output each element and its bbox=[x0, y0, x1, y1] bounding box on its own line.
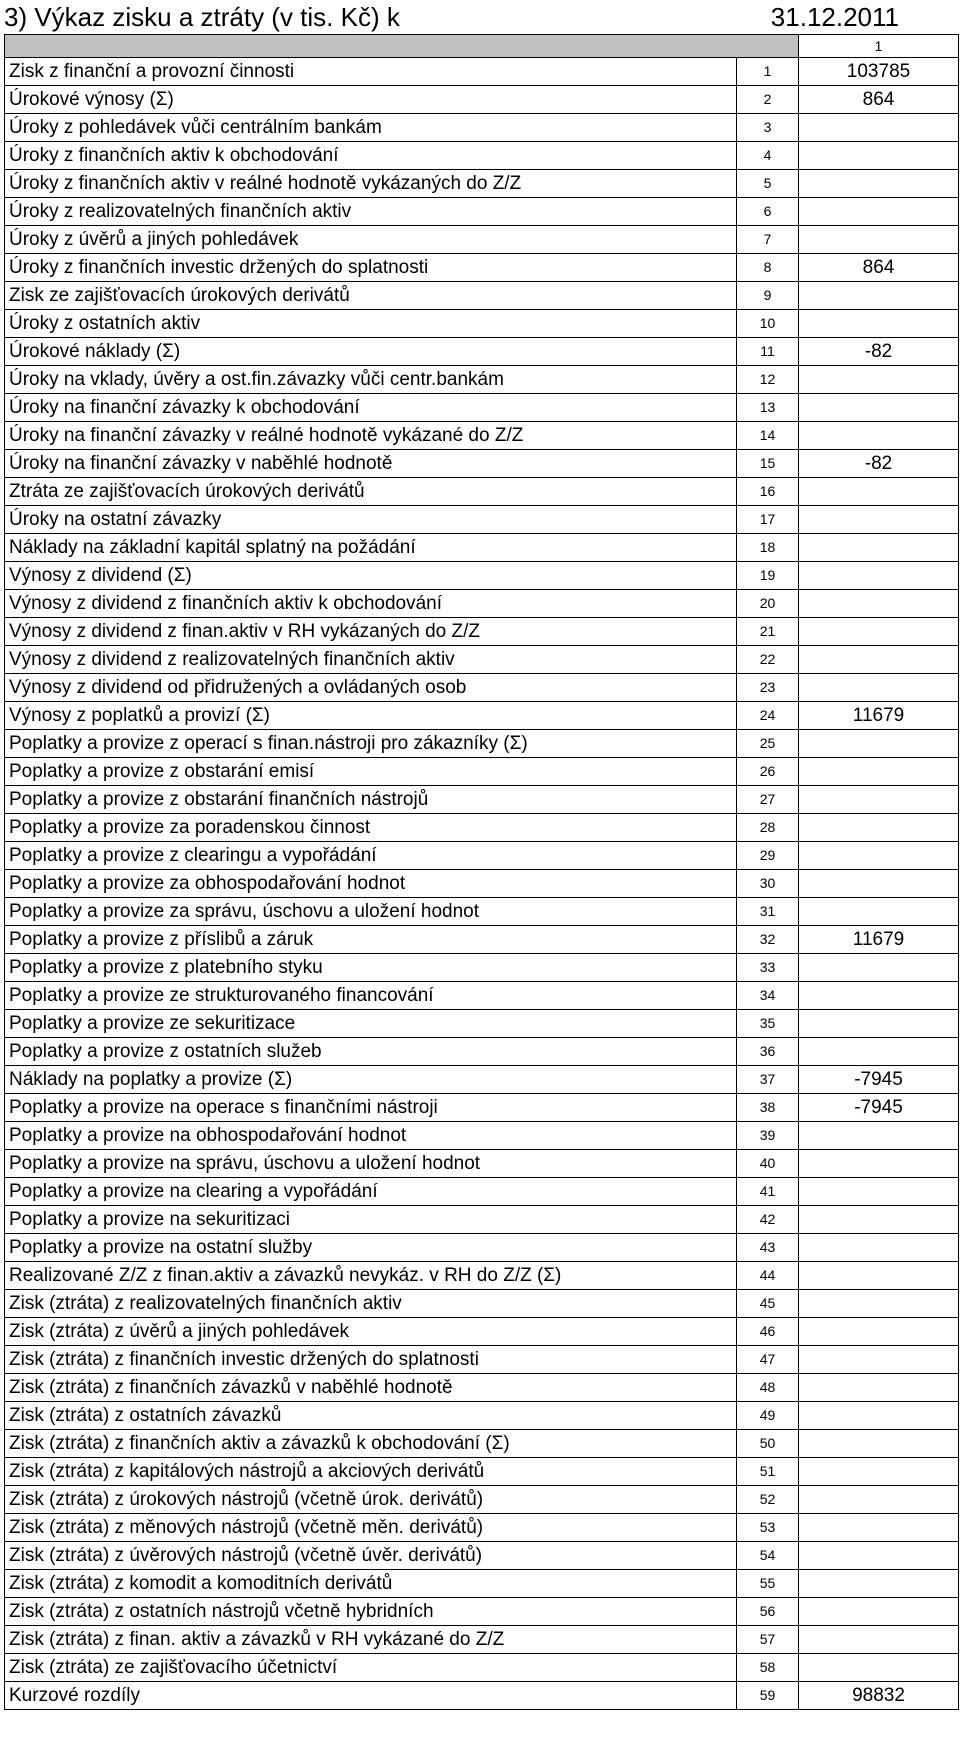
row-label: Úroky z finančních aktiv v reálné hodnotě vykázaných do Z/Z bbox=[5, 170, 737, 198]
row-number: 32 bbox=[737, 926, 799, 954]
row-number: 6 bbox=[737, 198, 799, 226]
row-number: 43 bbox=[737, 1234, 799, 1262]
table-row bbox=[5, 982, 959, 1010]
row-label: Zisk (ztráta) z měnových nástrojů (včetně měn. derivátů) bbox=[5, 1514, 737, 1542]
row-label: Ztráta ze zajišťovacích úrokových derivátů bbox=[5, 478, 737, 506]
row-label: Zisk (ztráta) z úvěrových nástrojů (včetně úvěr. derivátů) bbox=[5, 1542, 737, 1570]
row-number: 52 bbox=[737, 1486, 799, 1514]
row-number: 56 bbox=[737, 1598, 799, 1626]
row-label: Úroky na finanční závazky k obchodování bbox=[5, 394, 737, 422]
table-row bbox=[5, 842, 959, 870]
row-label: Úrokové náklady (Σ) bbox=[5, 338, 737, 366]
row-number: 34 bbox=[737, 982, 799, 1010]
row-number: 59 bbox=[737, 1682, 799, 1710]
row-number: 42 bbox=[737, 1206, 799, 1234]
row-value bbox=[799, 814, 959, 842]
row-value bbox=[799, 1038, 959, 1066]
table-row bbox=[5, 1542, 959, 1570]
row-number: 7 bbox=[737, 226, 799, 254]
row-number: 17 bbox=[737, 506, 799, 534]
row-value: 864 bbox=[799, 254, 959, 282]
row-number: 20 bbox=[737, 590, 799, 618]
row-value bbox=[799, 674, 959, 702]
row-number: 13 bbox=[737, 394, 799, 422]
table-row bbox=[5, 338, 959, 366]
row-label: Poplatky a provize na sekuritizaci bbox=[5, 1206, 737, 1234]
table-row bbox=[5, 114, 959, 142]
row-number: 29 bbox=[737, 842, 799, 870]
row-value: 11679 bbox=[799, 926, 959, 954]
row-number: 54 bbox=[737, 1542, 799, 1570]
table-row bbox=[5, 1038, 959, 1066]
row-number: 48 bbox=[737, 1374, 799, 1402]
row-number: 9 bbox=[737, 282, 799, 310]
row-number: 38 bbox=[737, 1094, 799, 1122]
row-value bbox=[799, 1122, 959, 1150]
row-label: Výnosy z dividend (Σ) bbox=[5, 562, 737, 590]
row-number: 16 bbox=[737, 478, 799, 506]
table-row bbox=[5, 1486, 959, 1514]
row-value bbox=[799, 1262, 959, 1290]
table-row bbox=[5, 1066, 959, 1094]
row-label: Zisk z finanční a provozní činnosti bbox=[5, 58, 737, 86]
row-label: Zisk (ztráta) z úvěrů a jiných pohledávek bbox=[5, 1318, 737, 1346]
row-value: -7945 bbox=[799, 1066, 959, 1094]
row-value bbox=[799, 590, 959, 618]
table-header-row bbox=[5, 35, 959, 58]
row-label: Poplatky a provize ze strukturovaného financování bbox=[5, 982, 737, 1010]
row-label: Poplatky a provize na ostatní služby bbox=[5, 1234, 737, 1262]
row-number: 33 bbox=[737, 954, 799, 982]
row-label: Úroky z úvěrů a jiných pohledávek bbox=[5, 226, 737, 254]
row-number: 22 bbox=[737, 646, 799, 674]
row-label: Náklady na základní kapitál splatný na požádání bbox=[5, 534, 737, 562]
row-number: 36 bbox=[737, 1038, 799, 1066]
row-label: Zisk (ztráta) z realizovatelných finančních aktiv bbox=[5, 1290, 737, 1318]
row-value bbox=[799, 982, 959, 1010]
row-number: 4 bbox=[737, 142, 799, 170]
table-row bbox=[5, 562, 959, 590]
row-label: Poplatky a provize za poradenskou činnost bbox=[5, 814, 737, 842]
row-number: 18 bbox=[737, 534, 799, 562]
row-label: Výnosy z dividend od přidružených a ovládaných osob bbox=[5, 674, 737, 702]
row-number: 25 bbox=[737, 730, 799, 758]
row-number: 49 bbox=[737, 1402, 799, 1430]
row-label: Úrokové výnosy (Σ) bbox=[5, 86, 737, 114]
table-row bbox=[5, 646, 959, 674]
income-statement-table bbox=[4, 34, 959, 1710]
row-number: 12 bbox=[737, 366, 799, 394]
row-label: Poplatky a provize ze sekuritizace bbox=[5, 1010, 737, 1038]
row-number: 19 bbox=[737, 562, 799, 590]
row-value bbox=[799, 1178, 959, 1206]
row-number: 5 bbox=[737, 170, 799, 198]
row-number: 15 bbox=[737, 450, 799, 478]
header-blank-cell bbox=[5, 35, 737, 58]
table-row bbox=[5, 1654, 959, 1682]
table-row bbox=[5, 674, 959, 702]
row-number: 53 bbox=[737, 1514, 799, 1542]
row-value bbox=[799, 1486, 959, 1514]
row-number: 30 bbox=[737, 870, 799, 898]
row-value bbox=[799, 1010, 959, 1038]
row-value bbox=[799, 646, 959, 674]
row-value bbox=[799, 366, 959, 394]
table-row bbox=[5, 1402, 959, 1430]
row-number: 11 bbox=[737, 338, 799, 366]
row-value: -82 bbox=[799, 450, 959, 478]
row-label: Úroky z finančních investic držených do splatnosti bbox=[5, 254, 737, 282]
row-label: Úroky na finanční závazky v reálné hodnotě vykázané do Z/Z bbox=[5, 422, 737, 450]
table-row bbox=[5, 590, 959, 618]
row-number: 41 bbox=[737, 1178, 799, 1206]
row-value bbox=[799, 394, 959, 422]
row-label: Zisk (ztráta) z ostatních nástrojů včetně hybridních bbox=[5, 1598, 737, 1626]
row-label: Poplatky a provize z platebního styku bbox=[5, 954, 737, 982]
table-row bbox=[5, 786, 959, 814]
row-label: Poplatky a provize na clearing a vypořádání bbox=[5, 1178, 737, 1206]
table-row bbox=[5, 1318, 959, 1346]
row-label: Úroky na vklady, úvěry a ost.fin.závazky vůči centr.bankám bbox=[5, 366, 737, 394]
row-number: 55 bbox=[737, 1570, 799, 1598]
header-blank-cell bbox=[737, 35, 799, 58]
table-row bbox=[5, 730, 959, 758]
row-number: 2 bbox=[737, 86, 799, 114]
row-label: Poplatky a provize z obstarání finančních nástrojů bbox=[5, 786, 737, 814]
table-row bbox=[5, 1374, 959, 1402]
row-value bbox=[799, 114, 959, 142]
table-row bbox=[5, 1178, 959, 1206]
table-row bbox=[5, 870, 959, 898]
row-number: 3 bbox=[737, 114, 799, 142]
row-number: 1 bbox=[737, 58, 799, 86]
row-number: 45 bbox=[737, 1290, 799, 1318]
row-value bbox=[799, 1206, 959, 1234]
row-value bbox=[799, 786, 959, 814]
row-number: 27 bbox=[737, 786, 799, 814]
row-value bbox=[799, 1542, 959, 1570]
row-label: Poplatky a provize z operací s finan.nástroji pro zákazníky (Σ) bbox=[5, 730, 737, 758]
row-label: Úroky z realizovatelných finančních aktiv bbox=[5, 198, 737, 226]
row-value bbox=[799, 954, 959, 982]
row-number: 28 bbox=[737, 814, 799, 842]
row-label: Poplatky a provize na správu, úschovu a uložení hodnot bbox=[5, 1150, 737, 1178]
row-number: 24 bbox=[737, 702, 799, 730]
row-value bbox=[799, 198, 959, 226]
row-value bbox=[799, 1514, 959, 1542]
table-row bbox=[5, 1122, 959, 1150]
row-value bbox=[799, 1150, 959, 1178]
table-row bbox=[5, 366, 959, 394]
row-label: Úroky z ostatních aktiv bbox=[5, 310, 737, 338]
table-row bbox=[5, 422, 959, 450]
table-row bbox=[5, 58, 959, 86]
table-row bbox=[5, 1346, 959, 1374]
table-row bbox=[5, 702, 959, 730]
row-number: 26 bbox=[737, 758, 799, 786]
table-row bbox=[5, 254, 959, 282]
row-value bbox=[799, 422, 959, 450]
row-value bbox=[799, 758, 959, 786]
row-value: -7945 bbox=[799, 1094, 959, 1122]
table-row bbox=[5, 86, 959, 114]
row-number: 44 bbox=[737, 1262, 799, 1290]
row-number: 58 bbox=[737, 1654, 799, 1682]
row-value bbox=[799, 1318, 959, 1346]
row-value: -82 bbox=[799, 338, 959, 366]
row-value bbox=[799, 1234, 959, 1262]
row-label: Poplatky a provize z příslibů a záruk bbox=[5, 926, 737, 954]
table-row bbox=[5, 1206, 959, 1234]
column-number-cell: 1 bbox=[799, 35, 959, 58]
row-number: 31 bbox=[737, 898, 799, 926]
row-value bbox=[799, 1626, 959, 1654]
row-label: Zisk (ztráta) z finančních aktiv a závazků k obchodování (Σ) bbox=[5, 1430, 737, 1458]
row-value bbox=[799, 170, 959, 198]
row-label: Výnosy z poplatků a provizí (Σ) bbox=[5, 702, 737, 730]
row-number: 10 bbox=[737, 310, 799, 338]
row-value bbox=[799, 842, 959, 870]
row-value bbox=[799, 142, 959, 170]
table-row bbox=[5, 758, 959, 786]
table-row bbox=[5, 1570, 959, 1598]
row-value bbox=[799, 730, 959, 758]
row-value bbox=[799, 1598, 959, 1626]
row-label: Zisk (ztráta) z finan. aktiv a závazků v RH vykázané do Z/Z bbox=[5, 1626, 737, 1654]
row-label: Úroky z finančních aktiv k obchodování bbox=[5, 142, 737, 170]
row-value bbox=[799, 1402, 959, 1430]
row-label: Poplatky a provize za obhospodařování hodnot bbox=[5, 870, 737, 898]
row-number: 21 bbox=[737, 618, 799, 646]
row-label: Zisk (ztráta) z komodit a komoditních derivátů bbox=[5, 1570, 737, 1598]
row-value bbox=[799, 282, 959, 310]
table-row bbox=[5, 478, 959, 506]
row-value bbox=[799, 898, 959, 926]
row-label: Úroky na ostatní závazky bbox=[5, 506, 737, 534]
row-label: Poplatky a provize na operace s finančními nástroji bbox=[5, 1094, 737, 1122]
table-row bbox=[5, 1598, 959, 1626]
table-row bbox=[5, 282, 959, 310]
row-value bbox=[799, 226, 959, 254]
table-row bbox=[5, 142, 959, 170]
row-number: 23 bbox=[737, 674, 799, 702]
row-number: 14 bbox=[737, 422, 799, 450]
row-value bbox=[799, 1570, 959, 1598]
row-label: Výnosy z dividend z realizovatelných finančních aktiv bbox=[5, 646, 737, 674]
row-label: Výnosy z dividend z finan.aktiv v RH vykázaných do Z/Z bbox=[5, 618, 737, 646]
row-value: 11679 bbox=[799, 702, 959, 730]
table-row bbox=[5, 310, 959, 338]
table-row bbox=[5, 1290, 959, 1318]
row-label: Poplatky a provize z obstarání emisí bbox=[5, 758, 737, 786]
row-number: 8 bbox=[737, 254, 799, 282]
table-row bbox=[5, 1682, 959, 1710]
row-value: 864 bbox=[799, 86, 959, 114]
table-row bbox=[5, 1262, 959, 1290]
row-value: 98832 bbox=[799, 1682, 959, 1710]
row-number: 35 bbox=[737, 1010, 799, 1038]
table-row bbox=[5, 450, 959, 478]
row-label: Poplatky a provize z ostatních služeb bbox=[5, 1038, 737, 1066]
row-label: Poplatky a provize z clearingu a vypořádání bbox=[5, 842, 737, 870]
table-row bbox=[5, 1234, 959, 1262]
table-row bbox=[5, 394, 959, 422]
row-label: Zisk (ztráta) ze zajišťovacího účetnictví bbox=[5, 1654, 737, 1682]
table-row bbox=[5, 1094, 959, 1122]
row-number: 46 bbox=[737, 1318, 799, 1346]
row-value bbox=[799, 562, 959, 590]
row-value: 103785 bbox=[799, 58, 959, 86]
table-row bbox=[5, 1458, 959, 1486]
row-label: Poplatky a provize za správu, úschovu a uložení hodnot bbox=[5, 898, 737, 926]
row-value bbox=[799, 506, 959, 534]
row-label: Zisk (ztráta) z finančních závazků v naběhlé hodnotě bbox=[5, 1374, 737, 1402]
row-value bbox=[799, 1290, 959, 1318]
row-number: 39 bbox=[737, 1122, 799, 1150]
row-label: Kurzové rozdíly bbox=[5, 1682, 737, 1710]
row-value bbox=[799, 1430, 959, 1458]
table-row bbox=[5, 1010, 959, 1038]
row-value bbox=[799, 870, 959, 898]
row-label: Zisk ze zajišťovacích úrokových derivátů bbox=[5, 282, 737, 310]
row-label: Zisk (ztráta) z finančních investic držených do splatnosti bbox=[5, 1346, 737, 1374]
table-row bbox=[5, 1150, 959, 1178]
row-label: Realizované Z/Z z finan.aktiv a závazků nevykáz. v RH do Z/Z (Σ) bbox=[5, 1262, 737, 1290]
report-title-text: 3) Výkaz zisku a ztráty (v tis. Kč) k bbox=[4, 2, 400, 32]
row-value bbox=[799, 1654, 959, 1682]
row-label: Zisk (ztráta) z kapitálových nástrojů a akciových derivátů bbox=[5, 1458, 737, 1486]
row-value bbox=[799, 478, 959, 506]
table-row bbox=[5, 1514, 959, 1542]
row-value bbox=[799, 1346, 959, 1374]
row-value bbox=[799, 1374, 959, 1402]
row-number: 37 bbox=[737, 1066, 799, 1094]
row-label: Náklady na poplatky a provize (Σ) bbox=[5, 1066, 737, 1094]
table-row bbox=[5, 926, 959, 954]
report-date: 31.12.2011 bbox=[770, 2, 899, 32]
row-label: Zisk (ztráta) z ostatních závazků bbox=[5, 1402, 737, 1430]
table-row bbox=[5, 198, 959, 226]
table-row bbox=[5, 618, 959, 646]
row-number: 40 bbox=[737, 1150, 799, 1178]
table-row bbox=[5, 226, 959, 254]
row-label: Výnosy z dividend z finančních aktiv k obchodování bbox=[5, 590, 737, 618]
report-title bbox=[4, 0, 952, 34]
table-row bbox=[5, 954, 959, 982]
row-number: 47 bbox=[737, 1346, 799, 1374]
table-row bbox=[5, 1430, 959, 1458]
table-row bbox=[5, 898, 959, 926]
table-row bbox=[5, 814, 959, 842]
table-row bbox=[5, 534, 959, 562]
row-label: Úroky na finanční závazky v naběhlé hodnotě bbox=[5, 450, 737, 478]
table-row bbox=[5, 1626, 959, 1654]
row-label: Úroky z pohledávek vůči centrálním bankám bbox=[5, 114, 737, 142]
row-value bbox=[799, 1458, 959, 1486]
row-value bbox=[799, 618, 959, 646]
table-row bbox=[5, 170, 959, 198]
row-number: 57 bbox=[737, 1626, 799, 1654]
row-value bbox=[799, 310, 959, 338]
row-value bbox=[799, 534, 959, 562]
row-number: 51 bbox=[737, 1458, 799, 1486]
row-label: Zisk (ztráta) z úrokových nástrojů (včetně úrok. derivátů) bbox=[5, 1486, 737, 1514]
row-number: 50 bbox=[737, 1430, 799, 1458]
row-label: Poplatky a provize na obhospodařování hodnot bbox=[5, 1122, 737, 1150]
table-row bbox=[5, 506, 959, 534]
